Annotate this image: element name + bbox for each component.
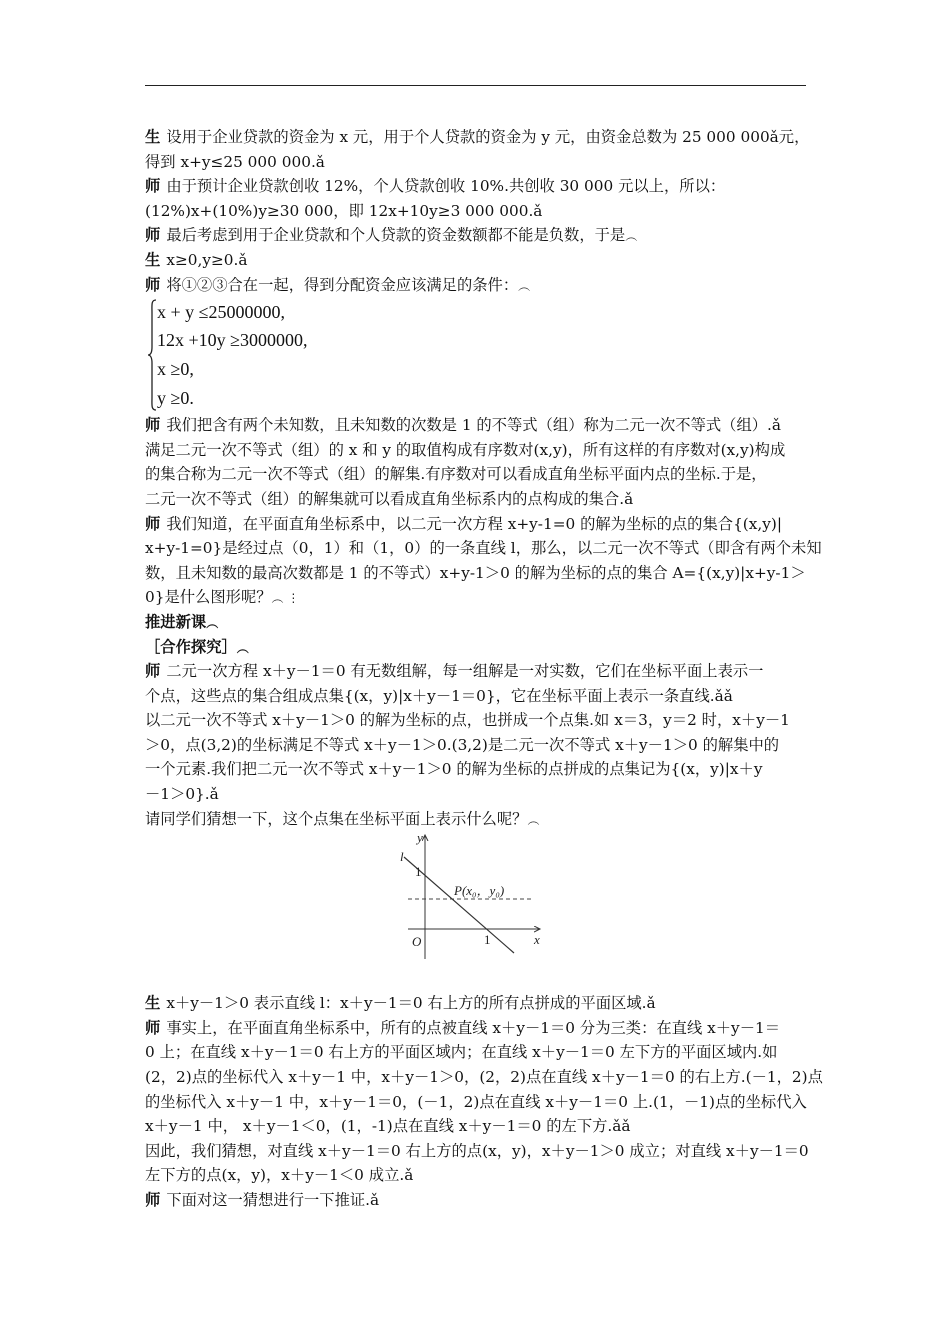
paragraph-line (145, 174, 810, 199)
text: x≥0,y≥0.ǎ (166, 250, 248, 269)
paragraph-line (145, 1065, 823, 1090)
speaker-label: 师 (145, 275, 161, 294)
text: 的坐标代入 x＋y－1 中，x＋y－1＝0，(－1，2)点在直线 x＋y－1＝0 上.(1，－1)点的坐标代入 (145, 1092, 807, 1111)
paragraph-line (145, 807, 810, 832)
paragraph-line (145, 438, 810, 463)
paragraph-line (145, 1090, 810, 1115)
edit-mark: ︵ (236, 640, 249, 655)
speaker-label: 生 (145, 128, 161, 146)
origin-label: O (412, 934, 422, 950)
speaker-label: 师 (145, 226, 161, 245)
inequality-system (145, 297, 810, 413)
paragraph-line (145, 991, 810, 1016)
text: 设用于企业贷款的资金为 x 元，用于个人贷款的资金为 y 元，由资金总数为 25 000 000ǎ元， (166, 128, 810, 146)
text: 以二元一次不等式 x＋y－1＞0 的解为坐标的点，也拼成一个点集.如 x＝3，y＝2 时，x＋y－1 (145, 711, 790, 730)
section-heading (145, 610, 810, 635)
y-axis-label: y (417, 831, 423, 846)
text: 满足二元一次不等式（组）的 x 和 y 的取值构成有序数对(x,y)，所有这样的有序数对(x,y)构成 (145, 440, 786, 459)
text: ＞0，点(3,2)的坐标满足不等式 x＋y－1＞0.(3,2)是二元一次不等式 x＋y－1＞0 的解集中的 (145, 735, 780, 754)
paragraph-line (145, 462, 810, 487)
edit-mark: ︵ (518, 278, 531, 293)
inequality-4: y ≥0. (157, 388, 194, 409)
document-body (145, 125, 823, 1213)
edit-mark: ︵ ⋮ (271, 591, 300, 606)
paragraph-line (145, 782, 810, 807)
paragraph-line (145, 1163, 810, 1188)
text: 0}是什么图形呢？ (145, 588, 272, 607)
text: 的集合称为二元一次不等式（组）的解集.有序数对可以看成直角坐标平面内点的坐标.于是， (145, 465, 767, 484)
heading-text: ［合作探究］ (145, 637, 237, 656)
text: －1＞0}.ǎ (145, 785, 219, 804)
paragraph-line (145, 757, 810, 782)
text: 最后考虑到用于企业贷款和个人贷款的资金数额都不能是负数，于是 (166, 226, 626, 245)
text: x＋y－1＞0 表示直线 l：x＋y－1＝0 右上方的所有点拼成的平面区域.ǎ (166, 994, 656, 1013)
paragraph-line (145, 1188, 810, 1213)
paragraph-line (145, 708, 810, 733)
paragraph-line (145, 125, 810, 150)
text: 二元一次方程 x＋y－1＝0 有无数组解，每一组解是一对实数，它们在坐标平面上表示一 (166, 662, 764, 681)
text: 个点，这些点的集合组成点集{(x，y)|x＋y－1＝0}，它在坐标平面上表示一条直线.ǎǎ (145, 686, 733, 705)
paragraph-line (145, 413, 810, 438)
paragraph-line (145, 561, 810, 586)
paragraph-line (145, 1114, 810, 1139)
text: (2，2)点的坐标代入 x＋y－1 中，x＋y－1＞0，(2，2)点在直线 x＋y－1＝0 的右上方.(－1，2)点 (145, 1068, 823, 1087)
paragraph-line (145, 487, 810, 512)
paragraph-line (145, 199, 810, 224)
speaker-label: 师 (145, 177, 161, 196)
text: (12%)x+(10%)y≥30 000，即 12x+10y≥3 000 000.ǎ (145, 201, 543, 220)
edit-mark: ︵ (206, 615, 219, 630)
speaker-label: 师 (145, 662, 161, 681)
x-axis-label: x (534, 932, 540, 948)
left-brace-icon (147, 299, 157, 411)
speaker-label: 生 (145, 250, 161, 269)
paragraph-line (145, 1040, 810, 1065)
coordinate-figure (145, 831, 810, 991)
edit-mark: ︵ (625, 229, 638, 244)
point-label: P(x₀，y₀) (454, 883, 505, 899)
paragraph-line (145, 684, 810, 709)
text: 事实上，在平面直角坐标系中，所有的点被直线 x＋y－1＝0 分为三类：在直线 x＋y－1＝ (166, 1018, 781, 1037)
paragraph-line (145, 273, 810, 298)
edit-mark: ︵ (527, 812, 540, 827)
paragraph-line (145, 248, 810, 273)
text: 将①②③合在一起，得到分配资金应该满足的条件： (166, 275, 519, 294)
text: 由于预计企业贷款创收 12%，个人贷款创收 10%.共创收 30 000 元以上，所以： (166, 177, 726, 196)
y-tick-label: 1 (415, 864, 422, 880)
speaker-label: 生 (145, 994, 161, 1013)
text: 得到 x+y≤25 000 000.ǎ (145, 152, 325, 171)
inequality-2: 12x +10y ≥3000000, (157, 330, 308, 351)
speaker-label: 师 (145, 1018, 161, 1037)
text: 左下方的点(x，y)，x＋y－1＜0 成立.ǎ (145, 1166, 414, 1185)
text: x+y-1=0}是经过点（0，1）和（1，0）的一条直线 l，那么，以二元一次不等式（即含有两个未知 (145, 539, 822, 558)
text: 0 上；在直线 x＋y－1＝0 右上方的平面区域内；在直线 x＋y－1＝0 左下方的平面区域内.如 (145, 1043, 778, 1062)
header-rule (145, 85, 806, 86)
paragraph-line (145, 1016, 810, 1041)
text: 因此，我们猜想，对直线 x＋y－1＝0 右上方的点(x，y)，x＋y－1＞0 成立；对直线 x＋y－1＝0 (145, 1141, 809, 1160)
text: 数，且未知数的最高次数都是 1 的不等式）x+y-1＞0 的解为坐标的点的集合 A={(x,y)|x+y-1＞ (145, 563, 806, 582)
line-label: l (400, 849, 404, 865)
paragraph-line (145, 733, 810, 758)
coordinate-plane (400, 831, 560, 981)
text: x＋y－1 中， x＋y－1＜0，(1，-1)点在直线 x＋y－1＝0 的左下方.ǎǎ (145, 1117, 631, 1136)
text: 我们把含有两个未知数，且未知数的次数是 1 的不等式（组）称为二元一次不等式（组）.ǎ (166, 416, 782, 435)
speaker-label: 师 (145, 1191, 161, 1209)
text: 下面对这一猜想进行一下推证.ǎ (166, 1191, 380, 1209)
text: 我们知道，在平面直角坐标系中，以二元一次方程 x+y-1=0 的解为坐标的点的集合{(x,y)| (166, 514, 783, 533)
inequality-3: x ≥0, (157, 359, 194, 380)
paragraph-line (145, 150, 810, 175)
paragraph-line (145, 536, 822, 561)
speaker-label: 师 (145, 514, 161, 533)
paragraph-line (145, 512, 810, 537)
text: 请同学们猜想一下，这个点集在坐标平面上表示什么呢？ (145, 809, 528, 828)
paragraph-line (145, 659, 810, 684)
inequality-1: x + y ≤25000000, (157, 302, 286, 323)
paragraph-line (145, 223, 810, 248)
text: 二元一次不等式（组）的解集就可以看成直角坐标系内的点构成的集合.ǎ (145, 489, 634, 508)
heading-text: 推进新课 (145, 612, 207, 631)
x-tick-label: 1 (484, 932, 491, 948)
paragraph-line (145, 585, 810, 610)
section-subheading (145, 635, 810, 660)
speaker-label: 师 (145, 416, 161, 435)
paragraph-line (145, 1139, 810, 1164)
text: 一个元素.我们把二元一次不等式 x＋y－1＞0 的解为坐标的点拼成的点集记为{(x，y)|x＋y (145, 760, 763, 779)
